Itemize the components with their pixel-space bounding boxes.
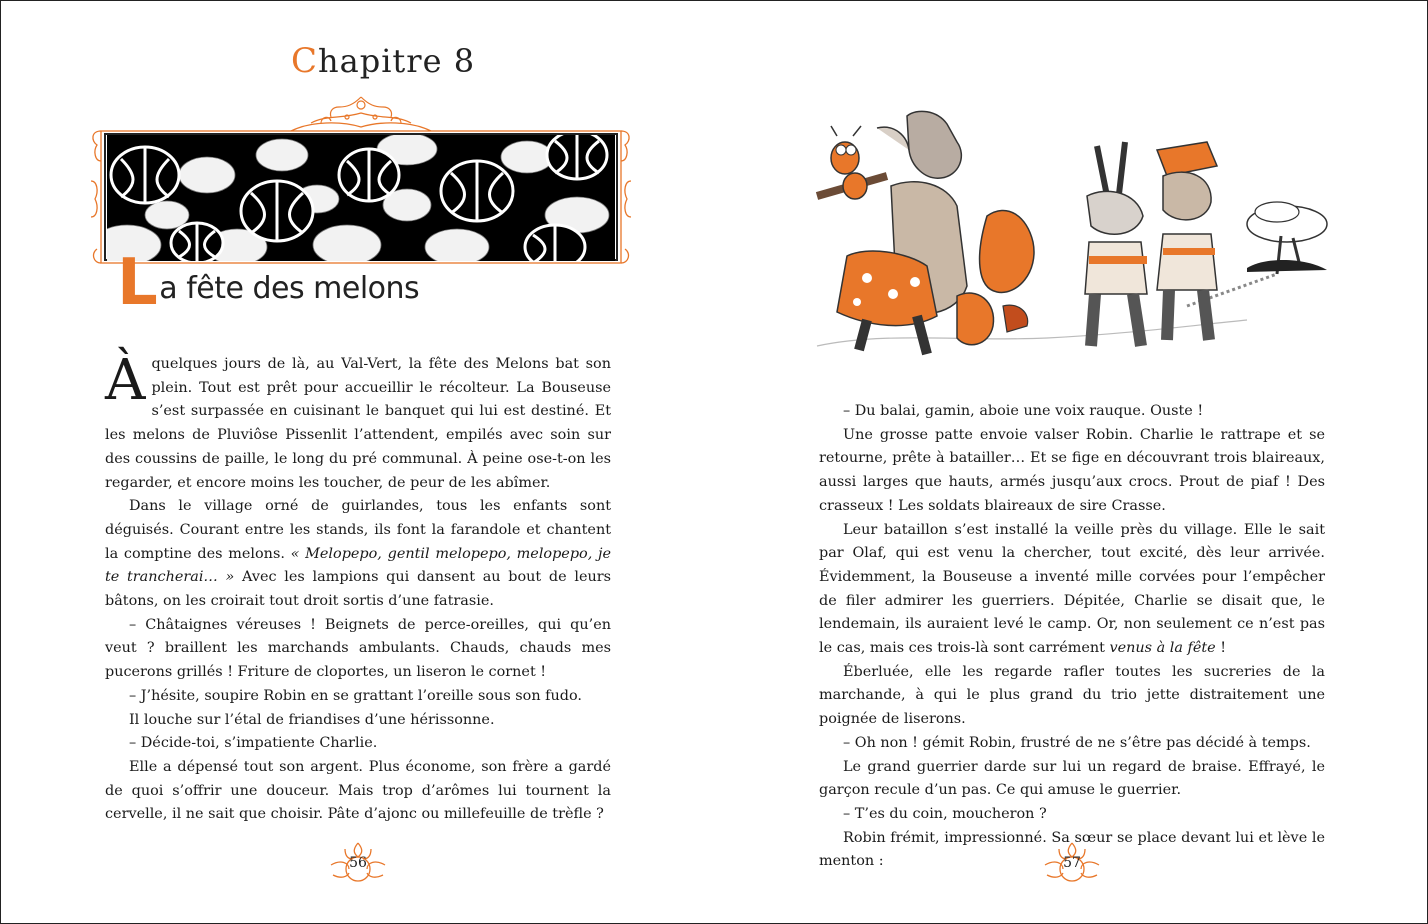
right-page [715, 1, 1428, 923]
chapter-initial: C [291, 41, 319, 81]
chapter-label: hapitre 8 [318, 42, 476, 80]
paragraph: – J’hésite, soupire Robin en se grattant l’oreille sous son fudo. [129, 687, 582, 704]
paragraph: – T’es du coin, moucheron ? [843, 805, 1047, 822]
left-page [1, 1, 715, 923]
rabbit-character [1085, 142, 1147, 346]
tree-icon [1247, 202, 1327, 274]
right-body-text [819, 400, 1325, 874]
page-number: 57 [1063, 855, 1081, 871]
paragraph: – Décide-toi, s’impatiente Charlie. [129, 735, 378, 752]
chapter-heading [291, 41, 475, 81]
left-body-text [105, 348, 611, 827]
chapter-title-initial: L [117, 246, 158, 320]
paragraph: Dans le village orné de guirlandes, tous les enfants sont déguisés. Courant entre les stands, ils font la farandole et chantent la comptine des melons. « Melopepo, gentil melopepo, melopepo, je te trancherai… » Avec les lampions qui dansent au bout de leurs bâtons, on les croirait tout droit sortis d’une fatrasie. [105, 498, 611, 610]
song-lyrics: « Melopepo, gentil melopepo, melopepo, je te trancherai… » [105, 545, 611, 586]
characters-illustration [807, 106, 1337, 371]
page-number: 56 [349, 855, 367, 871]
page-number-left [323, 839, 393, 885]
paragraph: Il louche sur l’étal de friandises d’une hérissonne. [129, 711, 495, 728]
page-number-right [1037, 839, 1107, 885]
drop-cap: À [105, 348, 146, 413]
fox-characters [957, 210, 1034, 344]
melon-pattern-illustration [107, 135, 615, 261]
paragraph: Le grand guerrier darde sur lui un regard de braise. Effrayé, le garçon recule d’un pas. Ce qui amuse le guerrier. [819, 758, 1325, 799]
paragraph: Robin frémit, impressionné. Sa sœur se place devant lui et lève le menton : [819, 829, 1325, 870]
paragraph: – Châtaignes véreuses ! Beignets de perce-oreilles, qui qu’en veut ? braillent les marchands ambulants. Chauds, chauds mes pucerons grillés ! Friture de cloportes, un liseron le cornet ! [105, 616, 611, 681]
paragraph: – Du balai, gamin, aboie une voix rauque. Ouste ! [843, 403, 1204, 419]
paragraph: – Oh non ! gémit Robin, frustré de ne s’être pas décidé à temps. [843, 734, 1311, 751]
paragraph: Une grosse patte envoie valser Robin. Charlie le rattrape et se retourne, prête à batailler… Et se fige en découvrant trois blaireaux, aussi larges que hauts, armés jusqu’aux crocs. Prout de piaf ! Des crasseux ! Les soldats blaireaux de sire Crasse. [819, 426, 1325, 514]
paragraph: Éberluée, elle les regarde rafler toutes les sucreries de la marchande, à qui le plus grand du trio jette distraitement une poignée de liserons. [819, 663, 1325, 728]
paragraph: Leur bataillon s’est installé la veille près du village. Elle le sait par Olaf, qui est venu la chercher, tout excité, dès leur arrivée. Évidemment, la Bouseuse a inventé mille corvées pour l’empêcher de filer admirer les guerriers. Dépitée, Charlie se disait que, le lendemain, ils auraient levé le camp. Or, non seulement ce n’est pas le cas, mais ces trois-là sont carrément venus à la fête ! [819, 521, 1325, 657]
paragraph: Elle a dépensé tout son argent. Plus économe, son frère a gardé de quoi s’offrir une douceur. Mais trop d’arômes lui tournent la cervelle, il ne sait que choisir. Pâte d’ajonc ou millefeuille de trèfle ? [105, 758, 611, 823]
paragraph: À quelques jours de là, au Val-Vert, la fête des Melons bat son plein. Tout est prêt pour accueillir le récolteur. La Bouseuse s’est surpassée en cuisinant le banquet qui lui est destiné. Et les melons de Pluviôse Pissenlit l’attendent, empilés avec soin sur des coussins de paille, le long du pré communal. À peine ose-t-on les regarder, et encore moins les toucher, de peur de les abîmer. [105, 348, 611, 491]
fox-girl-character [1157, 142, 1217, 340]
chapter-title-text: a fête des melons [159, 271, 420, 306]
chapter-title [117, 246, 420, 320]
